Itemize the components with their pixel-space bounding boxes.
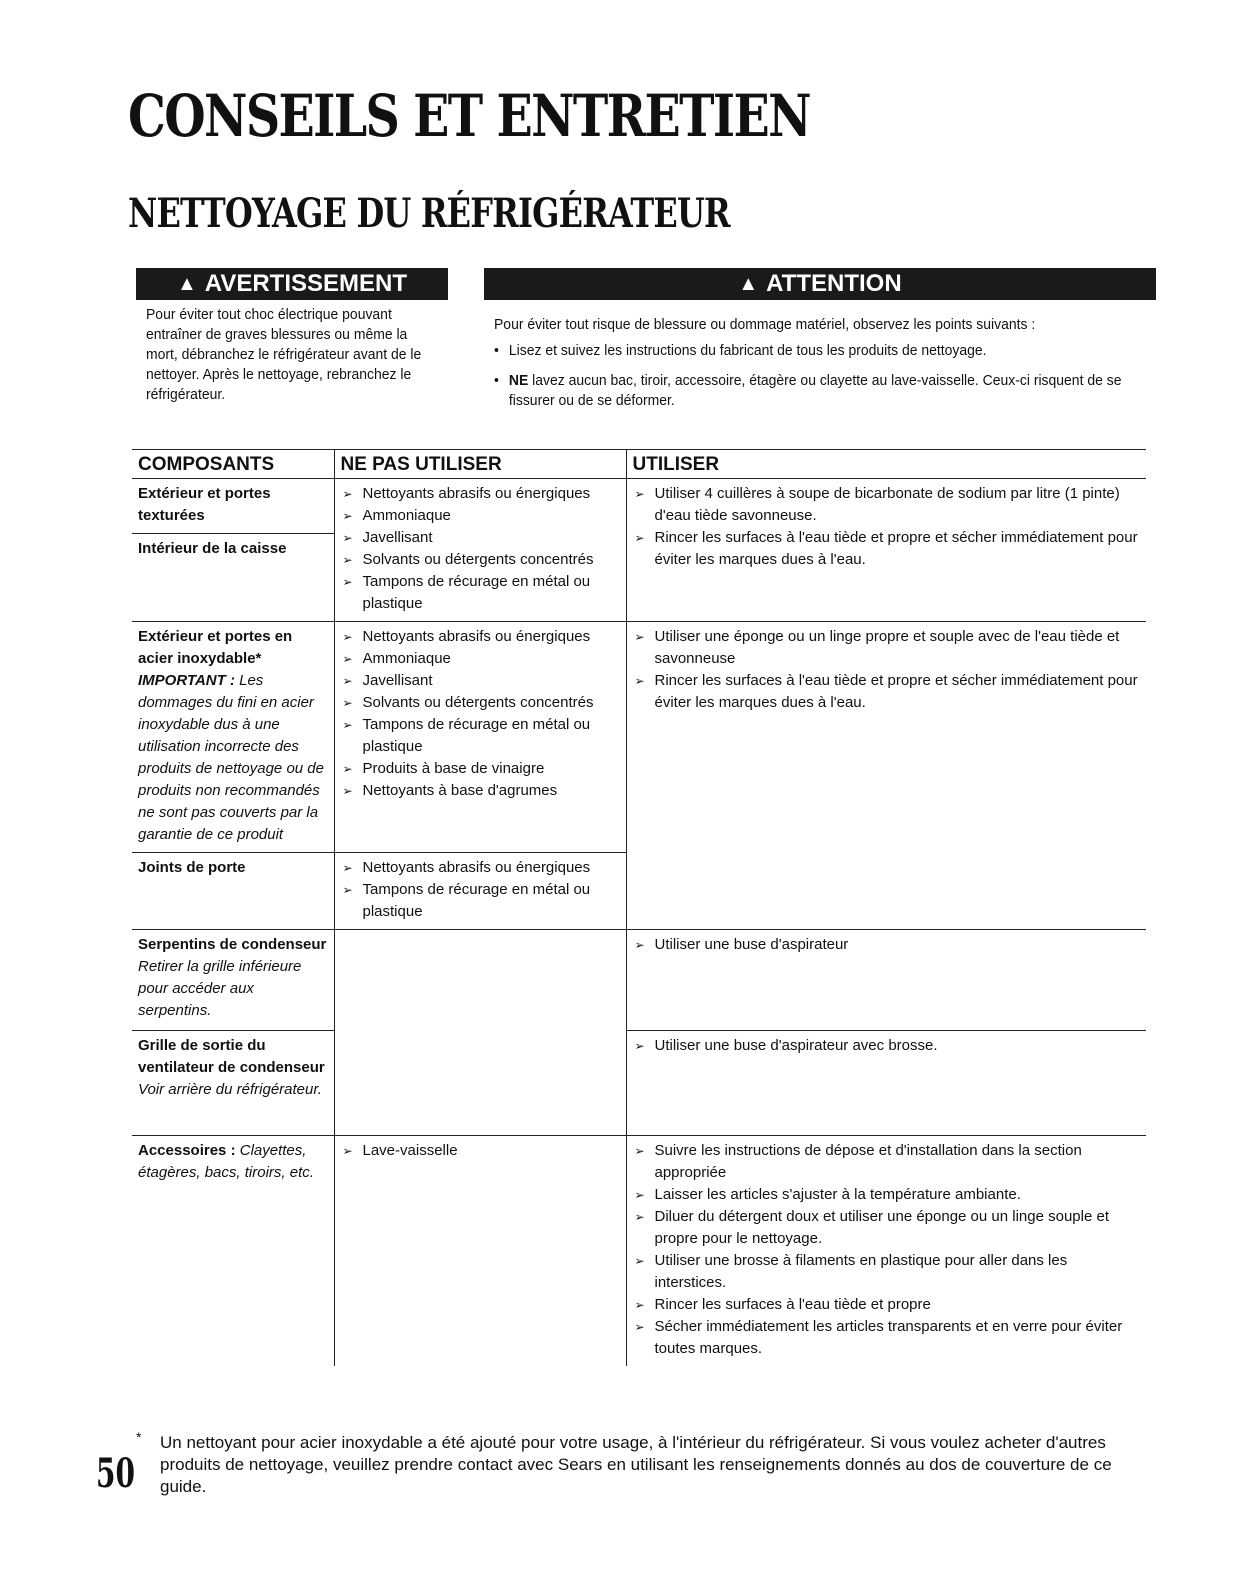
- table-header-row: [132, 450, 1146, 479]
- list-item: ➢ Ammoniaque: [341, 505, 620, 527]
- note-text: Les dommages du fini en acier inoxydable dus à une utilisation incorrecte des produits de nettoyage ou de produits non recommandés ne sont pas couverts par la garantie de ce produit: [138, 672, 324, 843]
- list-item: ➢ Utiliser une buse d'aspirateur avec brosse.: [633, 1035, 1141, 1057]
- list-item: ➢ Javellisant: [341, 527, 620, 549]
- list-item: ➢ Ammoniaque: [341, 648, 620, 670]
- list-item: ➢ Javellisant: [341, 670, 620, 692]
- table-row: [132, 622, 1146, 853]
- list-item: ➢ Utiliser une éponge ou un linge propre et souple avec de l'eau tiède et savonneuse: [633, 626, 1141, 670]
- do-not-use-list: [341, 626, 620, 802]
- list-item: ➢ Tampons de récurage en métal ou plastique: [341, 879, 620, 923]
- important-label: IMPORTANT :: [138, 672, 235, 689]
- page-number: 50: [96, 1450, 135, 1497]
- attention-bold: NE: [508, 372, 529, 389]
- table-row: [132, 479, 1146, 622]
- attention-bullet: • Lisez et suivez les instructions du fabricant de tous les produits de nettoyage.: [494, 341, 1160, 361]
- list-item: ➢ Solvants ou détergents concentrés: [341, 692, 620, 714]
- list-item: ➢ Nettoyants abrasifs ou énergiques: [341, 626, 620, 648]
- table-row: [132, 1031, 1146, 1136]
- use-list: [633, 1140, 1141, 1360]
- attention-bullet: [494, 371, 1160, 411]
- list-item: ➢ Suivre les instructions de dépose et d'installation dans la section appropriée: [633, 1140, 1141, 1184]
- list-item: ➢ Nettoyants abrasifs ou énergiques: [341, 483, 620, 505]
- attention-intro: Pour éviter tout risque de blessure ou dommage matériel, observez les points suivants :: [494, 316, 1036, 333]
- component-name: Serpentins de condenseur: [138, 936, 327, 953]
- attention-text: [494, 315, 1154, 421]
- do-not-use-list: [341, 483, 620, 615]
- list-item: ➢ Utiliser une brosse à filaments en plastique pour aller dans les interstices.: [633, 1250, 1141, 1294]
- do-not-use-list: [341, 1140, 620, 1162]
- do-not-use-list: [341, 857, 620, 923]
- component-name: Accessoires :: [138, 1142, 236, 1159]
- list-item: ➢ Sécher immédiatement les articles transparents et en verre pour éviter toutes marques.: [633, 1316, 1141, 1360]
- footnote-text: Un nettoyant pour acier inoxydable a été ajouté pour votre usage, à l'intérieur du réfrigérateur. Si vous voulez acheter d'autres produits de nettoyage, veuillez prendre contact avec Sears en utilisant les renseignements donnés au dos de couverture de ce guide.: [160, 1433, 1112, 1496]
- list-item: ➢ Produits à base de vinaigre: [341, 758, 620, 780]
- note-text: Voir arrière du réfrigérateur.: [138, 1081, 322, 1098]
- note-text: Retirer la grille inférieure pour accéder aux serpentins.: [138, 958, 302, 1019]
- list-item: ➢ Utiliser une buse d'aspirateur: [633, 934, 1141, 956]
- attention-list: [494, 341, 1154, 411]
- component-name: Extérieur et portes texturées: [138, 485, 271, 524]
- warning-label: AVERTISSEMENT: [204, 270, 408, 297]
- warning-triangle-icon: ▲: [738, 272, 759, 295]
- component-note: [138, 670, 328, 846]
- list-item: ➢ Nettoyants abrasifs ou énergiques: [341, 857, 620, 879]
- list-item: ➢ Lave-vaisselle: [341, 1140, 620, 1162]
- cleaning-table: [132, 449, 1146, 1366]
- use-list: [633, 626, 1141, 714]
- component-name: Extérieur et portes en acier inoxydable*: [138, 628, 293, 667]
- list-item: ➢ Utiliser 4 cuillères à soupe de bicarbonate de sodium par litre (1 pinte) d'eau tiède savonneuse.: [633, 483, 1141, 527]
- header-ne-pas-utiliser: NE PAS UTILISER: [334, 450, 626, 479]
- warning-banner: [136, 268, 448, 300]
- note-text: Clayettes, étagères, bacs, tiroirs, etc.: [138, 1142, 314, 1181]
- list-item: ➢ Rincer les surfaces à l'eau tiède et propre: [633, 1294, 1141, 1316]
- list-item: ➢ Rincer les surfaces à l'eau tiède et propre et sécher immédiatement pour éviter les marques dues à l'eau.: [633, 527, 1141, 571]
- footnote-marker: *: [136, 1429, 142, 1445]
- use-list: [633, 1035, 1141, 1057]
- attention-label: ATTENTION: [766, 270, 902, 297]
- table-row: [132, 1136, 1146, 1367]
- list-item: ➢ Diluer du détergent doux et utiliser une éponge ou un linge souple et propre pour le nettoyage.: [633, 1206, 1141, 1250]
- list-item: ➢ Laisser les articles s'ajuster à la température ambiante.: [633, 1184, 1141, 1206]
- use-list: [633, 934, 1141, 956]
- warning-text: Pour éviter tout choc électrique pouvant entraîner de graves blessures ou même la mort, débranchez le réfrigérateur avant de le nettoyer. Après le nettoyage, rebranchez le réfrigérateur.: [146, 306, 422, 403]
- attention-bullet-text: lavez aucun bac, tiroir, accessoire, étagère ou clayette au lave-vaisselle. Ceux-ci risquent de se fissurer ou de se déformer.: [508, 372, 1122, 409]
- list-item: ➢ Tampons de récurage en métal ou plastique: [341, 714, 620, 758]
- attention-banner: [484, 268, 1156, 300]
- table-row: [132, 930, 1146, 1031]
- footnote: [136, 1429, 1136, 1498]
- list-item: ➢ Rincer les surfaces à l'eau tiède et propre et sécher immédiatement pour éviter les marques dues à l'eau.: [633, 670, 1141, 714]
- section-title: NETTOYAGE DU RÉFRIGÉRATEUR: [128, 190, 730, 237]
- page-title: CONSEILS ET ENTRETIEN: [128, 82, 810, 150]
- header-utiliser: UTILISER: [626, 450, 1146, 479]
- list-item: ➢ Nettoyants à base d'agrumes: [341, 780, 620, 802]
- warning-triangle-icon: ▲: [176, 272, 197, 295]
- component-name: Grille de sortie du ventilateur de condenseur: [138, 1037, 325, 1076]
- list-item: ➢ Solvants ou détergents concentrés: [341, 549, 620, 571]
- use-list: [633, 483, 1141, 571]
- header-composants: COMPOSANTS: [132, 450, 334, 479]
- divider: [132, 533, 334, 534]
- component-name: Intérieur de la caisse: [138, 540, 287, 557]
- list-item: ➢ Tampons de récurage en métal ou plastique: [341, 571, 620, 615]
- component-name: Joints de porte: [138, 859, 246, 876]
